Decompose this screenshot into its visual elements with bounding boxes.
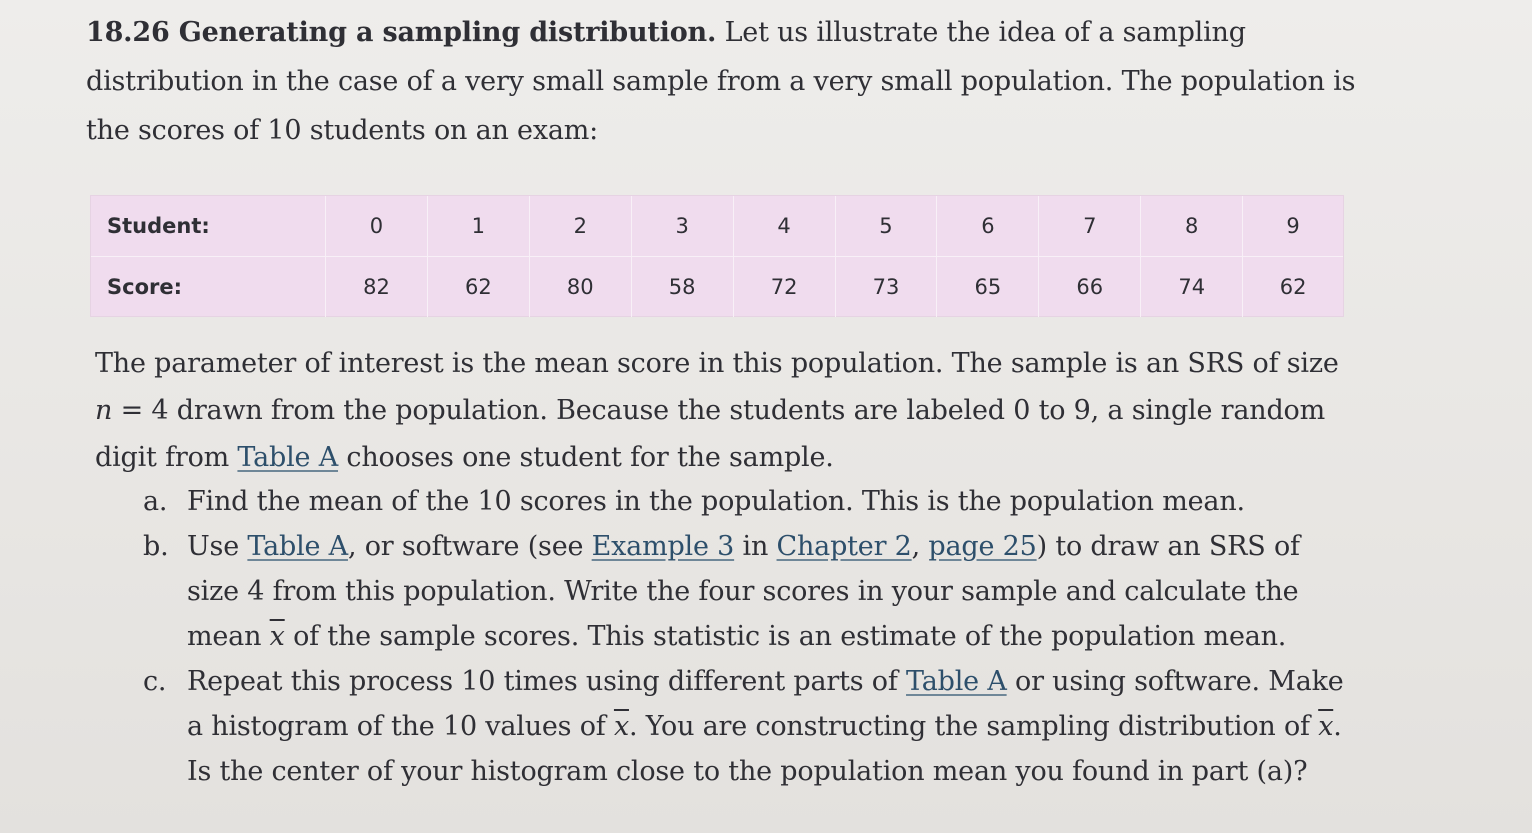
table-a-link[interactable]: Table A (906, 666, 1007, 697)
chapter-2-link[interactable]: Chapter 2 (776, 531, 912, 562)
exercise-body (95, 340, 1345, 794)
score-cell: 58 (631, 257, 733, 318)
item-text: in (734, 531, 777, 562)
paragraph-text: = 4 drawn from the population. Because the students are labeled 0 to 9, a single random digit from (95, 395, 1325, 473)
x-bar-symbol: $\overline{x}$ (269, 621, 285, 652)
student-cell: 1 (427, 196, 529, 257)
student-cell: 9 (1243, 196, 1343, 257)
item-marker: b. (143, 531, 169, 562)
table-a-link[interactable]: Table A (237, 442, 339, 473)
score-cell: 80 (529, 257, 631, 318)
item-text: or using software. Make a histogram of the 10 values of (187, 666, 1344, 742)
n-variable: n (95, 395, 113, 426)
score-cell: 73 (835, 257, 937, 318)
paragraph-text: The parameter of interest is the mean score in this population. The sample is an SRS of size (95, 348, 1339, 379)
row-label-score: Score: (91, 257, 326, 318)
question-item-c (95, 659, 1345, 794)
question-item-b (95, 524, 1345, 659)
x-bar-symbol: $\overline{x}$ (1318, 711, 1334, 742)
student-cell: 2 (529, 196, 631, 257)
student-cell: 3 (631, 196, 733, 257)
student-cell: 0 (326, 196, 428, 257)
score-row (91, 257, 1343, 318)
item-text: . You are constructing the sampling distribution of (628, 711, 1319, 742)
student-cell: 5 (835, 196, 937, 257)
exercise-title: 18.26 Generating a sampling distribution. (86, 17, 717, 48)
item-text: , (911, 531, 929, 562)
score-cell: 62 (427, 257, 529, 318)
score-cell: 66 (1039, 257, 1141, 318)
paragraph-text: chooses one student for the sample. (338, 442, 834, 473)
row-label-student: Student: (91, 196, 326, 257)
exercise-intro (86, 8, 1366, 155)
item-text: ) to draw an SRS of size 4 from this population. Write the four scores in your sample and calculate the mean (187, 531, 1300, 652)
item-text: of the sample scores. This statistic is an estimate of the population mean. (284, 621, 1287, 652)
score-cell: 65 (937, 257, 1039, 318)
parameter-paragraph (95, 340, 1345, 481)
page-25-link[interactable]: page 25 (928, 531, 1037, 562)
item-text: , or software (see (347, 531, 592, 562)
item-text: Use (187, 531, 248, 562)
item-marker: a. (143, 486, 168, 517)
item-text: . Is the center of your histogram close to the population mean you found in part (a)? (187, 711, 1342, 787)
score-cell: 74 (1141, 257, 1243, 318)
example-3-link[interactable]: Example 3 (591, 531, 735, 562)
student-cell: 4 (733, 196, 835, 257)
item-text: Repeat this process 10 times using different parts of (187, 666, 907, 697)
item-text: Find the mean of the 10 scores in the population. This is the population mean. (187, 486, 1245, 517)
student-cell: 7 (1039, 196, 1141, 257)
student-cell: 6 (937, 196, 1039, 257)
item-marker: c. (143, 666, 167, 697)
question-item-a (95, 479, 1345, 524)
score-cell: 62 (1279, 275, 1307, 299)
scores-table-container (90, 195, 1344, 317)
student-row (91, 196, 1343, 257)
table-a-link[interactable]: Table A (247, 531, 348, 562)
student-cell: 8 (1141, 196, 1243, 257)
x-bar-symbol: $\overline{x}$ (613, 711, 629, 742)
score-cell: 82 (326, 257, 428, 318)
score-cell: 72 (733, 257, 835, 318)
intro-text: Let us illustrate the idea of a sampling distribution in the case of a very small sample from a very small population. The population is the scores of 10 students on an exam: (86, 17, 1356, 146)
question-list (95, 479, 1345, 794)
scores-table (91, 196, 1343, 317)
